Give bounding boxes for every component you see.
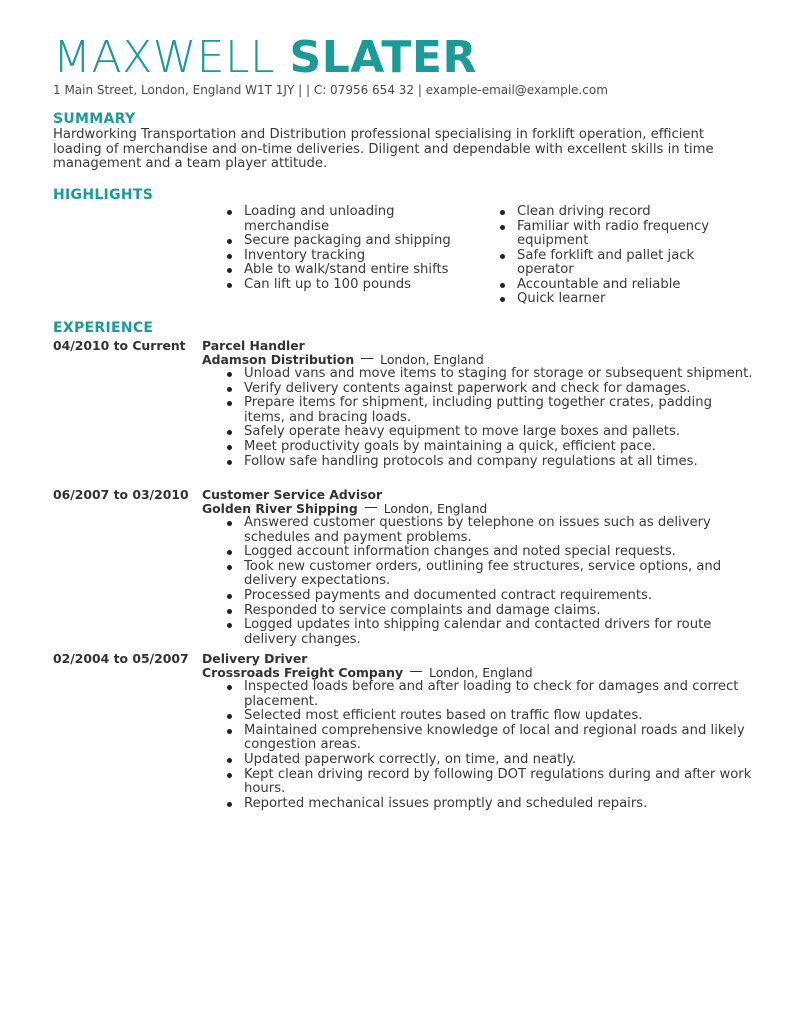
list-item: Answered customer questions by telephone on issues such as delivery schedules and payment problems. [244, 516, 754, 545]
job-title: Parcel Handler [202, 338, 305, 353]
first-name: MAXWELL [53, 32, 276, 83]
job-location: London, England [383, 501, 488, 516]
job-dates: 02/2004 to 05/2007 [53, 651, 189, 666]
job-duties [244, 516, 754, 647]
list-item: Prepare items for shipment, including putting together crates, padding items, and bracing loads. [244, 396, 754, 425]
list-item: Inventory tracking [244, 249, 459, 264]
job-dates: 06/2007 to 03/2010 [53, 487, 189, 502]
list-item: Quick learner [517, 292, 742, 307]
list-item: Clean driving record [517, 205, 742, 220]
candidate-name [53, 32, 477, 84]
list-item: Selected most efficient routes based on traffic flow updates. [244, 709, 754, 724]
summary-heading: SUMMARY [53, 111, 136, 127]
list-item: Kept clean driving record by following DOT regulations during and after work hours. [244, 768, 754, 797]
list-item: Accountable and reliable [517, 278, 742, 293]
job-dates: 04/2010 to Current [53, 338, 186, 353]
job-title: Customer Service Advisor [202, 487, 383, 502]
list-item: Updated paperwork correctly, on time, and neatly. [244, 753, 754, 768]
list-item: Verify delivery contents against paperwork and check for damages. [244, 382, 754, 397]
summary-text: Hardworking Transportation and Distribution professional specialising in forklift operation, efficient loading of merchandise and on-time deliveries. Diligent and dependable with excellent skills in time management and a team player attitude. [53, 127, 714, 172]
job-duties [244, 680, 754, 811]
job-location: London, England [380, 352, 484, 367]
contact-info: 1 Main Street, London, England W1T 1JY | | C: 07956 654 32 | example-email@example.com [53, 83, 608, 97]
list-item: Logged updates into shipping calendar and contacted drivers for route delivery changes. [244, 618, 754, 647]
list-item: Meet productivity goals by maintaining a quick, efficient pace. [244, 440, 754, 455]
last-name: SLATER [289, 32, 477, 83]
list-item: Reported mechanical issues promptly and scheduled repairs. [244, 797, 754, 812]
job-duties [244, 367, 754, 469]
list-item: Took new customer orders, outlining fee structures, service options, and delivery expectations. [244, 560, 754, 589]
list-item: Maintained comprehensive knowledge of local and regional roads and likely congestion areas. [244, 724, 754, 753]
list-item: Logged account information changes and noted special requests. [244, 545, 754, 560]
highlights-heading: HIGHLIGHTS [53, 187, 154, 203]
company-name: Crossroads Freight Company [202, 665, 404, 680]
list-item: Safely operate heavy equipment to move large boxes and pallets. [244, 425, 754, 440]
job-location: London, England [429, 665, 533, 680]
list-item: Unload vans and move items to staging for storage or subsequent shipment. [244, 366, 753, 381]
list-item: Processed payments and documented contract requirements. [244, 589, 754, 604]
dash-separator [410, 671, 422, 672]
experience-heading: EXPERIENCE [53, 320, 154, 336]
list-item: Inspected loads before and after loading to check for damages and correct placement. [244, 680, 754, 709]
list-item: Able to walk/stand entire shifts [244, 263, 459, 278]
highlights-left-list [244, 205, 459, 292]
dash-separator [361, 358, 373, 359]
list-item: Safe forklift and pallet jack operator [517, 249, 742, 278]
dash-separator [365, 507, 377, 508]
list-item: Responded to service complaints and damage claims. [244, 604, 754, 619]
list-item: Follow safe handling protocols and company regulations at all times. [244, 455, 754, 470]
company-name: Adamson Distribution [202, 352, 355, 367]
company-name: Golden River Shipping [202, 501, 358, 516]
list-item: Can lift up to 100 pounds [244, 278, 459, 293]
list-item: Familiar with radio frequency equipment [517, 220, 742, 249]
list-item: Secure packaging and shipping [244, 234, 459, 249]
list-item: Loading and unloading merchandise [244, 205, 459, 234]
highlights-right-list [517, 205, 742, 307]
job-title: Delivery Driver [202, 651, 308, 666]
